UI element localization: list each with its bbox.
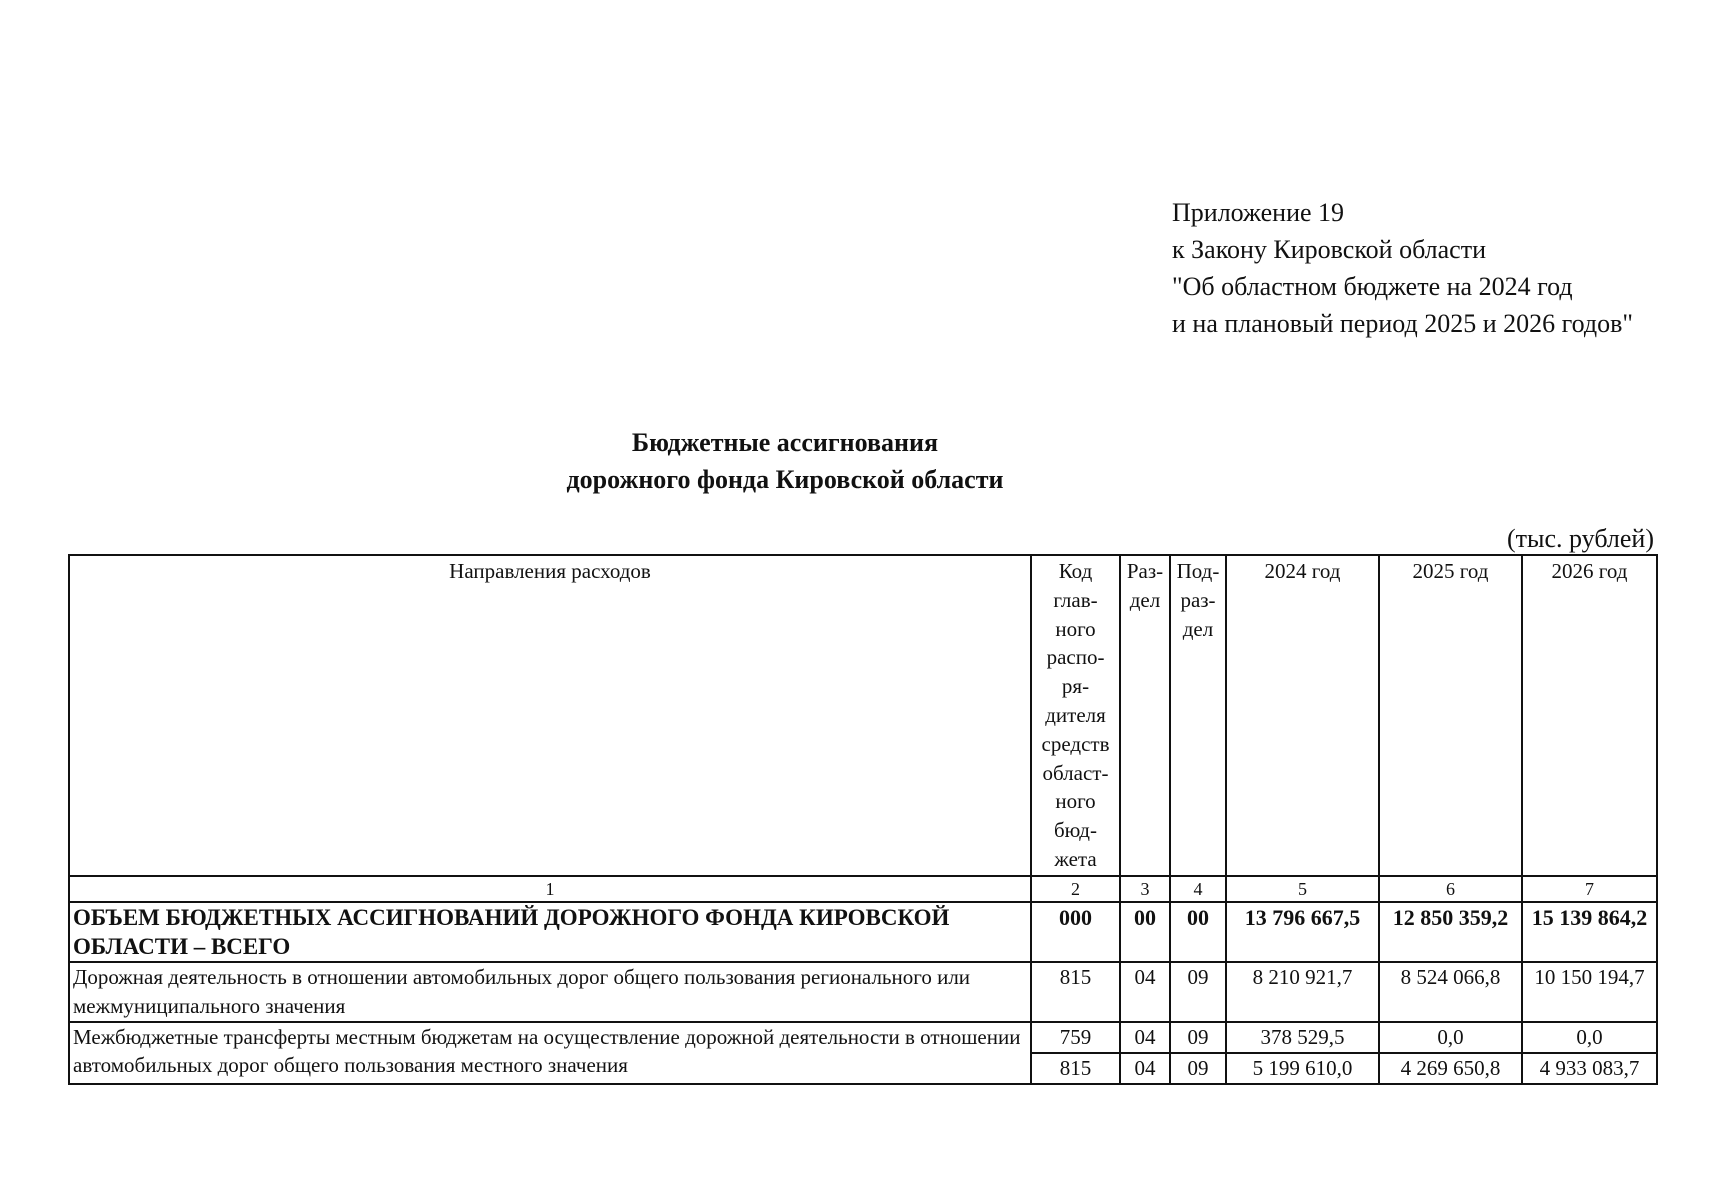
header-section-line: дел bbox=[1129, 587, 1161, 612]
header-subsection bbox=[1170, 555, 1226, 876]
header-code-line: ря- bbox=[1061, 674, 1090, 699]
transfers-code bbox=[1031, 1022, 1120, 1084]
column-number: 2 bbox=[1031, 876, 1120, 902]
header-year-2024: 2024 год bbox=[1226, 555, 1379, 876]
transfers-2025-value: 4 269 650,8 bbox=[1380, 1052, 1521, 1083]
header-subsection-line: Под- bbox=[1176, 559, 1220, 583]
total-name: ОБЪЕМ БЮДЖЕТНЫХ АССИГНОВАНИЙ ДОРОЖНОГО ФОНДА КИРОВСКОЙ ОБЛАСТИ – ВСЕГО bbox=[69, 902, 1031, 962]
road-fund-table bbox=[68, 554, 1658, 1085]
column-number: 3 bbox=[1120, 876, 1170, 902]
column-numbers-row bbox=[69, 876, 1657, 902]
transfers-2025 bbox=[1379, 1022, 1522, 1084]
transfers-2025-value: 0,0 bbox=[1437, 1025, 1464, 1049]
road-activity-2024: 8 210 921,7 bbox=[1226, 962, 1379, 1022]
column-number: 7 bbox=[1522, 876, 1657, 902]
total-row bbox=[69, 902, 1657, 962]
total-subsection: 00 bbox=[1170, 902, 1226, 962]
units-label: (тыс. рублей) bbox=[1506, 524, 1654, 553]
column-number: 1 bbox=[69, 876, 1031, 902]
road-activity-subsection: 09 bbox=[1170, 962, 1226, 1022]
transfers-section bbox=[1120, 1022, 1170, 1084]
table-row bbox=[69, 1022, 1657, 1084]
table-row bbox=[69, 962, 1657, 1022]
header-section bbox=[1120, 555, 1170, 876]
column-number: 4 bbox=[1170, 876, 1226, 902]
transfers-2024-value: 5 199 610,0 bbox=[1227, 1052, 1378, 1083]
transfers-2026 bbox=[1522, 1022, 1657, 1084]
transfers-2026-value: 0,0 bbox=[1576, 1025, 1603, 1049]
header-code-line: бюд- bbox=[1054, 818, 1097, 843]
header-section-line: Раз- bbox=[1126, 559, 1164, 583]
transfers-subsection-value: 09 bbox=[1171, 1052, 1225, 1083]
header-code-line: ного bbox=[1055, 789, 1096, 814]
header-code-line: жета bbox=[1054, 846, 1097, 871]
header-subsection-line: раз- bbox=[1180, 587, 1216, 612]
appendix-line-1: Приложение 19 bbox=[1172, 198, 1345, 227]
total-section: 00 bbox=[1120, 902, 1170, 962]
road-activity-2026: 10 150 194,7 bbox=[1522, 962, 1657, 1022]
header-code bbox=[1031, 555, 1120, 876]
title-line-1: Бюджетные ассигнования bbox=[631, 428, 939, 457]
header-year-2025: 2025 год bbox=[1379, 555, 1522, 876]
title-line-2: дорожного фонда Кировской области bbox=[566, 465, 1004, 494]
header-code-line: распо- bbox=[1046, 645, 1105, 670]
total-code: 000 bbox=[1031, 902, 1120, 962]
road-activity-code: 815 bbox=[1031, 962, 1120, 1022]
header-direction: Направления расходов bbox=[69, 555, 1031, 876]
transfers-subsection-value: 09 bbox=[1187, 1025, 1209, 1049]
column-number: 6 bbox=[1379, 876, 1522, 902]
header-code-line: Код bbox=[1058, 559, 1093, 583]
header-code-line: област- bbox=[1042, 760, 1109, 785]
transfers-code-value: 815 bbox=[1032, 1052, 1119, 1083]
header-code-line: глав- bbox=[1053, 587, 1098, 612]
road-activity-section: 04 bbox=[1120, 962, 1170, 1022]
transfers-subsection bbox=[1170, 1022, 1226, 1084]
total-2026: 15 139 864,2 bbox=[1522, 902, 1657, 962]
header-code-line: ного bbox=[1055, 616, 1096, 641]
transfers-2026-value: 4 933 083,7 bbox=[1523, 1052, 1656, 1083]
appendix-line-2: к Закону Кировской области bbox=[1172, 235, 1486, 264]
transfers-section-value: 04 bbox=[1121, 1052, 1169, 1083]
transfers-code-value: 759 bbox=[1059, 1025, 1092, 1049]
header-code-line: дителя bbox=[1045, 702, 1106, 727]
header-subsection-line: дел bbox=[1182, 616, 1214, 641]
road-activity-2025: 8 524 066,8 bbox=[1379, 962, 1522, 1022]
total-2024: 13 796 667,5 bbox=[1226, 902, 1379, 962]
total-2025: 12 850 359,2 bbox=[1379, 902, 1522, 962]
road-activity-name: Дорожная деятельность в отношении автомобильных дорог общего пользования регионального или межмуниципального значения bbox=[69, 962, 1031, 1022]
transfers-name: Межбюджетные трансферты местным бюджетам на осуществление дорожной деятельности в отношении автомобильных дорог общего пользования местного значения bbox=[69, 1022, 1031, 1084]
appendix-note bbox=[1172, 194, 1633, 342]
document-title bbox=[0, 424, 1716, 498]
header-year-2026: 2026 год bbox=[1522, 555, 1657, 876]
header-row bbox=[69, 555, 1657, 876]
column-number: 5 bbox=[1226, 876, 1379, 902]
transfers-2024 bbox=[1226, 1022, 1379, 1084]
header-code-line: средств bbox=[1041, 731, 1110, 756]
transfers-2024-value: 378 529,5 bbox=[1260, 1025, 1345, 1049]
transfers-section-value: 04 bbox=[1134, 1025, 1156, 1049]
appendix-line-4: и на плановый период 2025 и 2026 годов" bbox=[1172, 309, 1634, 338]
appendix-line-3: "Об областном бюджете на 2024 год bbox=[1172, 272, 1573, 301]
